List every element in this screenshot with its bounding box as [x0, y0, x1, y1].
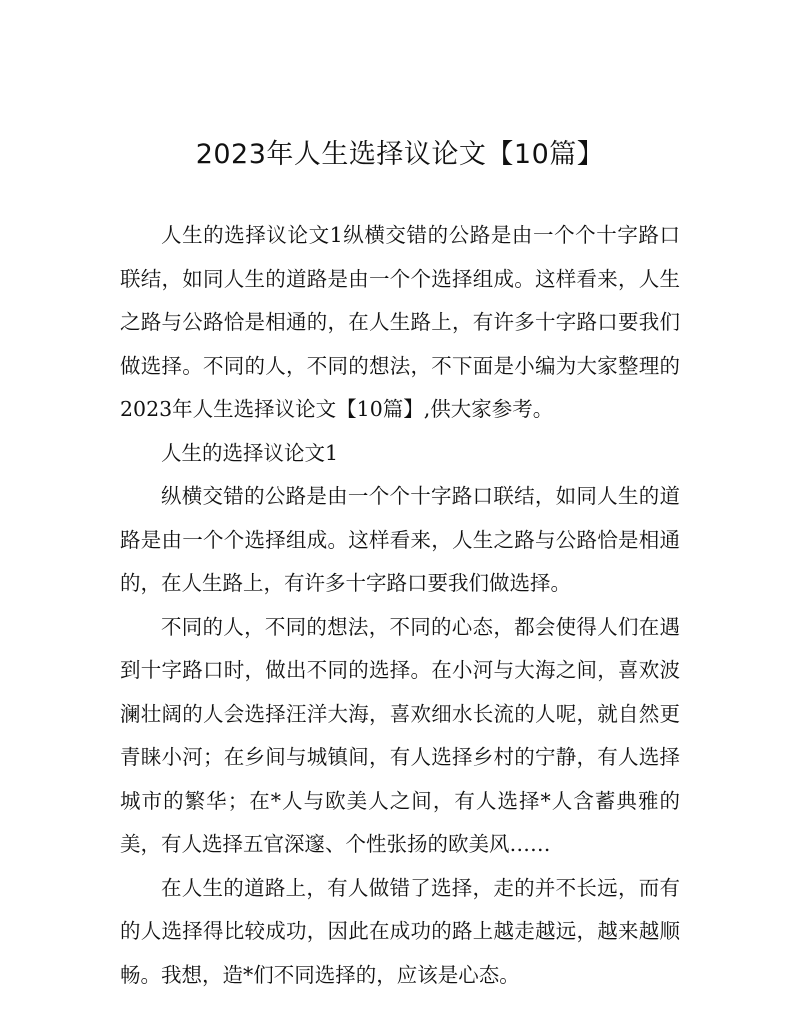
paragraph-intro: 人生的选择议论文1纵横交错的公路是由一个个十字路口联结，如同人生的道路是由一个个选择组成。这样看来，人生之路与公路恰是相通的，在人生路上，有许多十字路口要我们做选择。不同的人，不同的想法，不下面是小编为大家整理的2023年人生选择议论文【10篇】,供大家参考。 [120, 223, 680, 421]
paragraph-3: 在人生的道路上，有人做错了选择，走的并不长远，而有的人选择得比较成功，因此在成功的路上越走越远，越来越顺畅。我想，造*们不同选择的，应该是心态。 [120, 875, 680, 987]
paragraph-2: 不同的人，不同的想法，不同的心态，都会使得人们在遇到十字路口时，做出不同的选择。在小河与大海之间，喜欢波澜壮阔的人会选择汪洋大海，喜欢细水长流的人呢，就自然更青睐小河；在乡间与城镇间，有人选择乡村的宁静，有人选择城市的繁华；在*人与欧美人之间，有人选择*人含蓄典雅的美，有人选择五官深邃、个性张扬的欧美风…… [120, 614, 680, 856]
paragraph-heading: 人生的选择议论文1 [161, 440, 339, 465]
document-title: 2023年人生选择议论文【10篇】 [195, 139, 605, 170]
document-body [120, 214, 680, 997]
paragraph-1: 纵横交错的公路是由一个个十字路口联结，如同人生的道路是由一个个选择组成。这样看来，人生之路与公路恰是相通的，在人生路上，有许多十字路口要我们做选择。 [120, 484, 680, 595]
